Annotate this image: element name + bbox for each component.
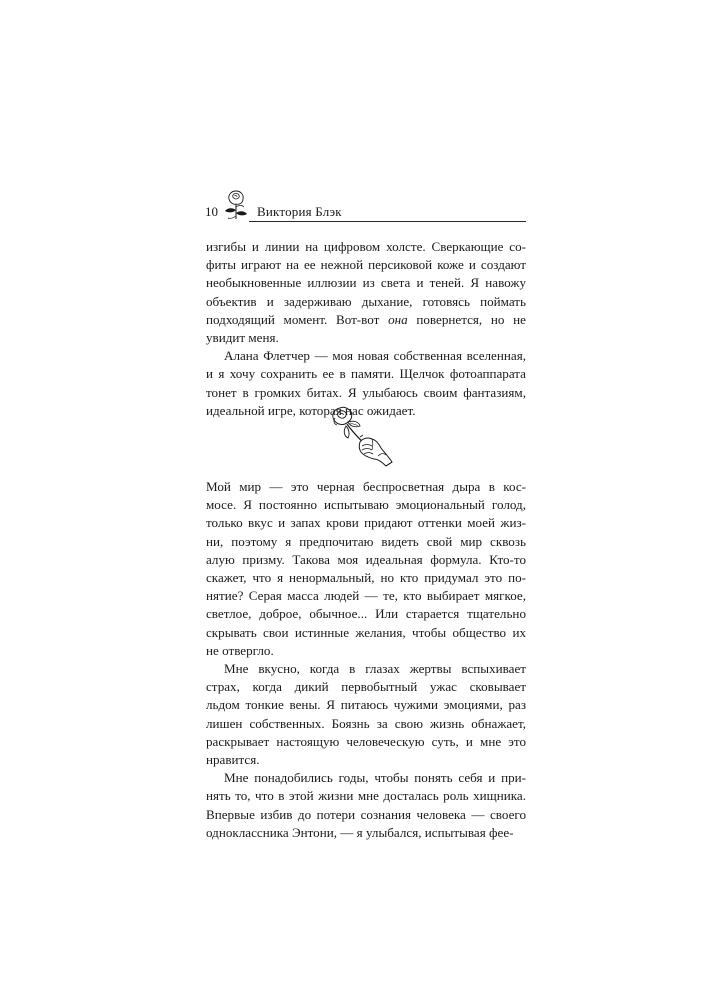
text-line: подходящий момент. Вот-вот она повернется, но не	[206, 311, 526, 327]
text-line: лишен собственных. Боязнь за свою жизнь обнажает,	[206, 715, 526, 731]
text-line: нять то, что в этой жизни мне досталась роль хищника.	[206, 788, 526, 804]
text-line: ни, поэтому я предпочитаю видеть свой мир сквозь	[206, 533, 526, 549]
rose-ornament-icon	[219, 188, 253, 224]
text-line: льдом тонкие вены. Я питаюсь чужими эмоциями, раз	[206, 697, 526, 713]
header-rule	[249, 221, 526, 222]
text-line: мосе. Я постоянно испытываю эмоциональный голод,	[206, 497, 526, 513]
text-line: Впервые избив до потери сознания человека — своего	[206, 806, 526, 822]
text-line: не отвергло.	[206, 642, 274, 658]
text-line: Алана Флетчер — моя новая собственная вселенная,	[224, 348, 526, 364]
text-line: Мне понадобились годы, чтобы понять себя и при-	[224, 770, 526, 786]
text-line: светлое, доброе, обычное... Или старается тщательно	[206, 606, 526, 622]
text-line: раскрывает настоящую человеческую суть, и мне это	[206, 733, 526, 749]
text-line: Мой мир — это черная беспросветная дыра в кос-	[206, 479, 526, 494]
text-section-1	[206, 238, 526, 420]
text-line: скрывать свои истинные желания, чтобы общество их	[206, 624, 526, 640]
text-line: одноклассника Энтони, — я улыбался, испытывая фее-	[206, 824, 514, 840]
text-line: алую призму. Такова моя идеальная формула. Кто-то	[206, 551, 526, 567]
text-line: Мне вкусно, когда в глазах жертвы вспыхивает	[224, 661, 526, 677]
text-section-2	[206, 478, 526, 842]
text-line: фиты играют на ее нежной персиковой коже и создают	[206, 257, 526, 273]
rose-in-hand-icon	[326, 404, 398, 470]
text-line: изгибы и линии на цифровом холсте. Сверкающие со-	[206, 239, 526, 254]
text-line: объектив и задерживаю дыхание, готовясь поймать	[206, 293, 526, 309]
text-line: идеальной игре, которая нас ожидает.	[206, 402, 416, 418]
text-line: тонет в громких битах. Я улыбаюсь своим фантазиям,	[206, 384, 526, 400]
text-line: нравится.	[206, 752, 260, 768]
paragraph	[206, 238, 526, 347]
text-line: увидит меня.	[206, 330, 279, 346]
text-line: и я хочу сохранить ее в памяти. Щелчок фотоаппарата	[206, 366, 526, 382]
text-line: только вкус и запах крови придают оттенки моей жиз-	[206, 515, 526, 531]
paragraph	[206, 478, 526, 660]
text-line: страх, когда дикий первобытный ужас сковывает	[206, 679, 526, 695]
text-line: необыкновенные иллюзии из света и теней. Я навожу	[206, 275, 526, 291]
page-number: 10	[205, 204, 218, 219]
running-header-author: Виктория Блэк	[257, 204, 342, 219]
paragraph	[206, 769, 526, 842]
paragraph	[206, 660, 526, 769]
text-line: скажет, что я ненормальный, но кто придумал это по-	[206, 570, 526, 586]
text-line: нятие? Серая масса людей — те, кто выбирает мягкое,	[206, 588, 526, 604]
running-header	[205, 188, 526, 224]
